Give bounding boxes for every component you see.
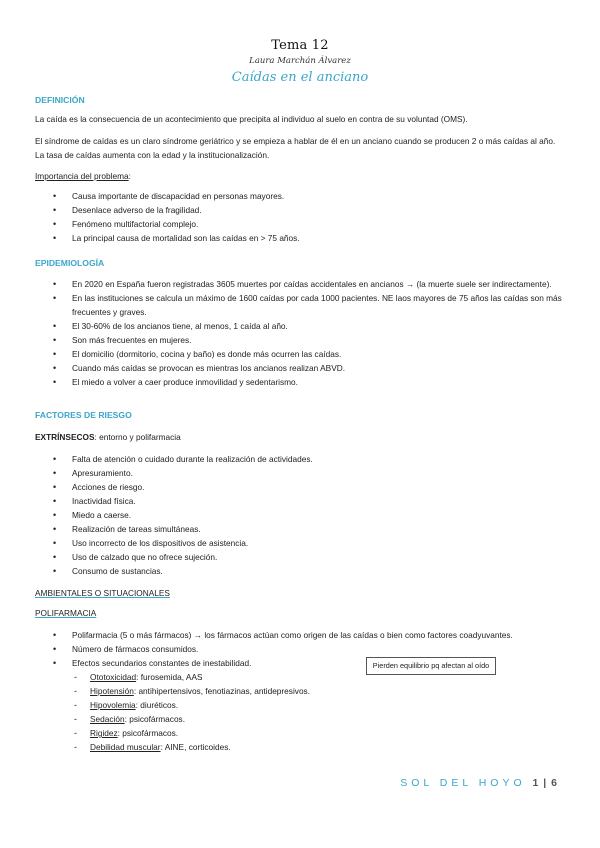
sub-list-item xyxy=(72,684,565,698)
sub-list-item xyxy=(72,698,565,712)
polifarmacia-heading-line xyxy=(35,606,565,620)
ambientales-heading-line xyxy=(35,586,565,600)
footer-brand: SOL DEL HOYO xyxy=(400,777,526,789)
side-effects-sublist xyxy=(72,670,565,754)
importancia-list xyxy=(35,189,565,245)
sub-item-text: : AINE, corticoides. xyxy=(160,742,231,752)
sub-item-term: Sedación xyxy=(90,714,125,724)
importancia-label: Importancia del problema xyxy=(35,171,129,181)
sub-item-text: : psicofármacos. xyxy=(124,714,186,724)
topic-heading: Tema 12 xyxy=(271,38,329,53)
sub-item-term: Debilidad muscular xyxy=(90,742,161,752)
polifarmacia-list xyxy=(35,628,565,754)
list-item: • El miedo a volver a caer produce inmovilidad y sedentarismo. xyxy=(35,375,565,389)
list-item: • Apresuramiento. xyxy=(35,466,565,480)
page-footer xyxy=(400,777,558,789)
list-item: • Polifarmacia (5 o más fármacos) → los fármacos actúan como origen de las caídas o bien como factores coadyuvantes. xyxy=(35,628,565,642)
note-callout: Pierden equilibrio pq afectan al oído xyxy=(366,657,496,675)
list-item: • En 2020 en España fueron registradas 3605 muertes por caídas accidentales en ancianos → (la muerte suele ser indirectamente). xyxy=(35,277,565,291)
section-heading-definicion: DEFINICIÓN xyxy=(35,95,85,105)
epidemiologia-list xyxy=(35,277,565,389)
extrinsecos-label: EXTRÍNSECOS xyxy=(35,432,95,442)
list-item: • Son más frecuentes en mujeres. xyxy=(35,333,565,347)
importancia-label-line xyxy=(35,169,565,183)
list-item: • Falta de atención o cuidado durante la realización de actividades. xyxy=(35,452,565,466)
list-item: • Uso incorrecto de los dispositivos de asistencia. xyxy=(35,536,565,550)
sub-item-text: : furosemida, AAS xyxy=(136,672,203,682)
list-item: • Miedo a caerse. xyxy=(35,508,565,522)
sub-item-text: : psicofármacos. xyxy=(117,728,179,738)
sub-item-text: : diuréticos. xyxy=(135,700,179,710)
sub-item-term: Rigidez xyxy=(90,728,118,738)
list-item: • Desenlace adverso de la fragilidad. xyxy=(35,203,565,217)
sub-list-item xyxy=(72,712,565,726)
sub-item-text: : antihipertensivos, fenotiazinas, antidepresivos. xyxy=(133,686,311,696)
list-item: • Consumo de sustancias. xyxy=(35,564,565,578)
extrinsecos-list xyxy=(35,452,565,578)
list-item: • Inactividad física. xyxy=(35,494,565,508)
list-item: • La principal causa de mortalidad son las caídas en > 75 años. xyxy=(35,231,565,245)
list-item: • Realización de tareas simultáneas. xyxy=(35,522,565,536)
definicion-paragraph-1: La caída es la consecuencia de un acontecimiento que precipita al individuo al suelo en contra de su voluntad (OMS). xyxy=(35,114,468,124)
list-item: • En las instituciones se calcula un máximo de 1600 caídas por cada 1000 pacientes. NE laos mayores de 75 años las caídas son más frecuentes y graves. xyxy=(35,291,565,319)
section-heading-epidemiologia: EPIDEMIOLOGÍA xyxy=(35,258,105,268)
author-name: Laura Marchán Álvarez xyxy=(249,56,351,66)
polifarmacia-heading: POLIFARMACIA xyxy=(35,608,97,618)
sub-item-term: Ototoxicidad xyxy=(90,672,137,682)
list-item: • Cuando más caídas se provocan es mientras los ancianos realizan ABVD. xyxy=(35,361,565,375)
ambientales-heading: AMBIENTALES O SITUACIONALES xyxy=(35,588,170,598)
sub-list-item xyxy=(72,726,565,740)
sub-item-term: Hipovolemia xyxy=(90,700,136,710)
list-item: • Fenómeno multifactorial complejo. xyxy=(35,217,565,231)
section-heading-factores: FACTORES DE RIESGO xyxy=(35,410,132,420)
list-item: • Acciones de riesgo. xyxy=(35,480,565,494)
page-number: 1 | 6 xyxy=(532,777,558,789)
list-item: • Número de fármacos consumidos. xyxy=(35,642,565,656)
definicion-paragraph-2: El síndrome de caídas es un claro síndrome geriátrico y se empieza a hablar de él en un anciano cuando se producen 2 o más caídas al año. La tasa de caídas aumenta con la edad y la institucionalización. xyxy=(35,136,556,160)
list-item: • El 30-60% de los ancianos tiene, al menos, 1 caída al año. xyxy=(35,319,565,333)
list-item-text: Efectos secundarios constantes de inestabilidad. xyxy=(72,658,252,668)
sub-item-term: Hipotensión xyxy=(90,686,134,696)
sub-list-item xyxy=(72,740,565,754)
extrinsecos-text: : entorno y polifarmacia xyxy=(94,432,181,442)
importancia-colon: : xyxy=(128,171,131,181)
extrinsecos-line xyxy=(35,430,565,444)
page-title: Caídas en el anciano xyxy=(231,70,369,85)
list-item: • Causa importante de discapacidad en personas mayores. xyxy=(35,189,565,203)
list-item: • El domicilio (dormitorio, cocina y baño) es donde más ocurren las caídas. xyxy=(35,347,565,361)
list-item: • Uso de calzado que no ofrece sujeción. xyxy=(35,550,565,564)
